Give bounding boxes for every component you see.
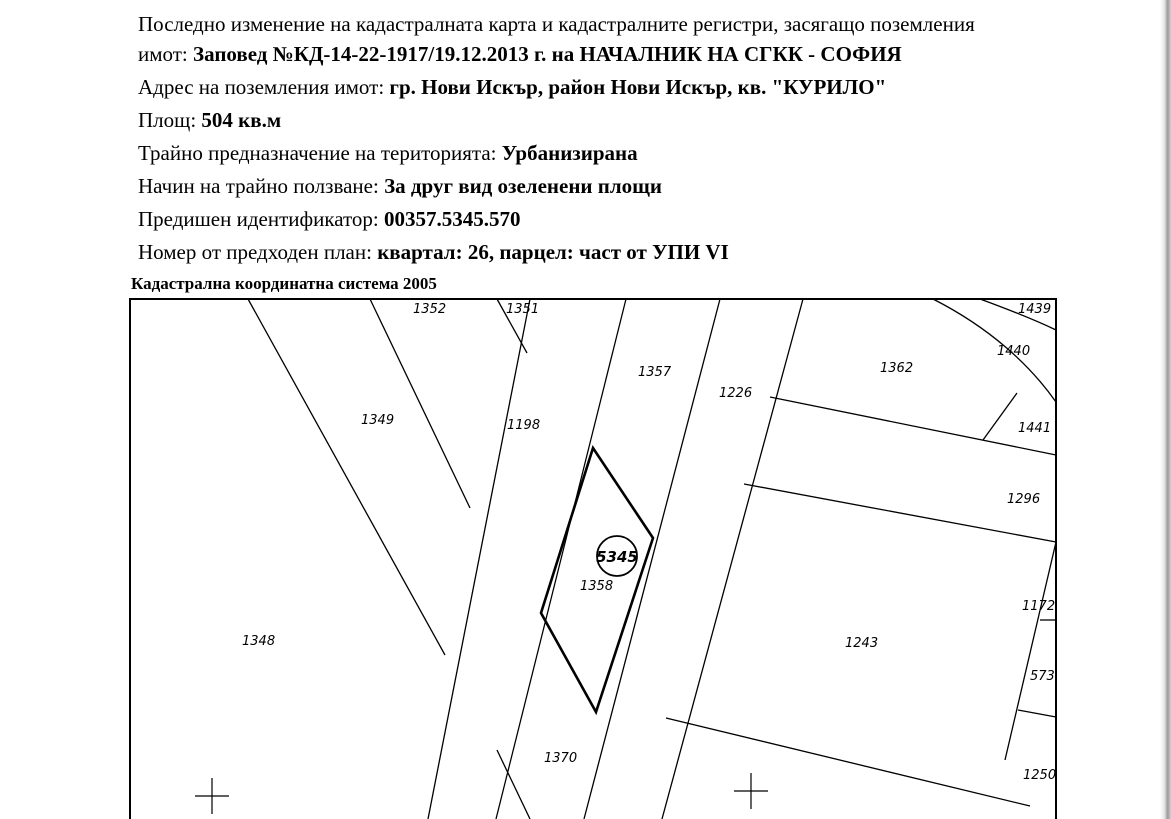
boundary-1362-1296 <box>770 397 1056 455</box>
last-change-label: имот: <box>138 42 194 66</box>
boundary-573-1250 <box>1018 710 1056 717</box>
label-1348: 1348 <box>242 634 276 649</box>
previous-identifier-value: 00357.5345.570 <box>384 207 521 231</box>
previous-plan-value: квартал: 26, парцел: част от УПИ VI <box>377 240 729 264</box>
boundary-1243-lower <box>666 718 1030 806</box>
boundary-1370 <box>497 750 530 819</box>
label-1441: 1441 <box>1018 421 1052 436</box>
boundary-1441 <box>983 393 1017 440</box>
road-1226-right-edge <box>662 299 803 819</box>
grid-cross-left <box>195 778 229 814</box>
area-label: Площ: <box>138 108 202 132</box>
address-value: гр. Нови Искър, район Нови Искър, кв. "КУРИЛО" <box>389 75 887 99</box>
coordinate-system-title: Кадастрална координатна система 2005 <box>131 274 437 293</box>
usage-label: Начин на трайно ползване: <box>138 174 385 198</box>
label-1352: 1352 <box>413 302 447 317</box>
road-1198-left-edge <box>428 299 530 819</box>
label-1362: 1362 <box>880 361 914 376</box>
label-1226: 1226 <box>719 386 753 401</box>
label-1296: 1296 <box>1007 492 1041 507</box>
label-1439: 1439 <box>1018 302 1052 317</box>
purpose-value: Урбанизирана <box>501 141 638 165</box>
label-1358: 1358 <box>580 579 614 594</box>
label-1357: 1357 <box>638 365 672 380</box>
boundary-1243-1172 <box>1005 542 1056 760</box>
boundary-1352-1349 <box>370 299 470 508</box>
area-value: 504 кв.м <box>201 108 282 132</box>
label-1351: 1351 <box>506 302 540 317</box>
last-change-value: Заповед №КД-14-22-1917/19.12.2013 г. на НАЧАЛНИК НА СГКК - СОФИЯ <box>193 42 902 66</box>
label-1172: 1172 <box>1022 599 1056 614</box>
last-change-prefix: Последно изменение на кадастралната карта и кадастралните регистри, засягащо поземления <box>138 12 975 36</box>
parcel-id-label: 5345 <box>596 548 638 566</box>
usage-value: За друг вид озеленени площи <box>384 174 662 198</box>
map-frame <box>130 299 1056 819</box>
previous-identifier-label: Предишен идентификатор: <box>138 207 385 231</box>
label-1349: 1349 <box>361 413 395 428</box>
label-1440: 1440 <box>997 344 1031 359</box>
parcel-boundaries <box>130 299 1056 819</box>
label-1198: 1198 <box>507 418 541 433</box>
address-label: Адрес на поземления имот: <box>138 75 390 99</box>
label-1250: 1250 <box>1023 768 1057 783</box>
label-1243: 1243 <box>845 636 879 651</box>
label-573: 573 <box>1030 669 1055 684</box>
previous-plan-label: Номер от предходен план: <box>138 240 378 264</box>
scan-edge-shadow <box>1160 0 1171 819</box>
label-1370: 1370 <box>544 751 578 766</box>
grid-cross-right <box>734 773 768 809</box>
purpose-label: Трайно предназначение на територията: <box>138 141 502 165</box>
boundary-1349-1348 <box>248 299 445 655</box>
